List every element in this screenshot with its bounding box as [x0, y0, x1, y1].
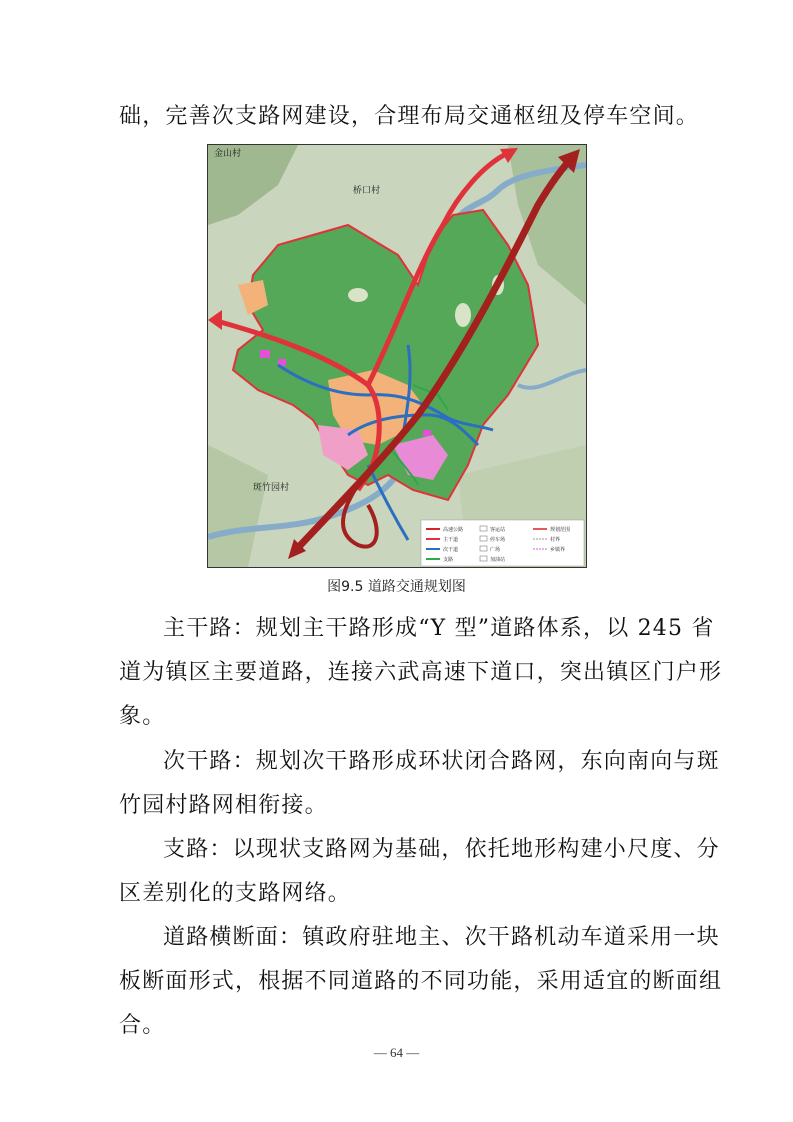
paragraph-line: 础，完善次支路网建设，合理布局交通枢纽及停车空间。 — [119, 104, 700, 129]
terrain-patch — [455, 303, 471, 327]
map-legend — [421, 520, 584, 566]
road-traffic-plan-map — [207, 144, 587, 568]
legend-label: 村界 — [550, 537, 561, 543]
pink-block — [260, 350, 270, 358]
paragraph-line: 支路：以现状支路网为基础，依托地形构建小尺度、分 — [163, 837, 720, 862]
paragraph-line: 主干路：规划主干路形成“Y 型”道路体系，以 245 省 — [163, 616, 715, 641]
legend-label: 高速公路 — [443, 527, 464, 533]
legend-label: 客运站 — [490, 527, 506, 533]
paragraph-line: 竹园村路网相衔接。 — [119, 793, 328, 818]
legend-label: 主干道 — [443, 537, 459, 543]
legend-label: 加油站 — [490, 557, 506, 563]
figure-caption: 图9.5 道路交通规划图 — [327, 579, 466, 595]
map-graphic — [208, 145, 586, 567]
terrain-patch — [348, 288, 368, 302]
paragraph-line: 次干路：规划次干路形成环状闭合路网，东向南向与斑 — [163, 749, 720, 774]
legend-label: 停车场 — [490, 537, 506, 543]
paragraph-line: 象。 — [119, 704, 166, 729]
paragraph-line: 道路横断面：镇政府驻地主、次干路机动车道采用一块 — [163, 925, 720, 950]
legend-label: 支路 — [443, 557, 454, 563]
village-label-qiaokou: 桥口村 — [353, 186, 381, 196]
village-label-jinshan: 金山村 — [214, 149, 242, 159]
pink-block — [423, 430, 431, 436]
page-number: — 64 — — [373, 1045, 420, 1060]
paragraph-line: 合。 — [119, 1013, 166, 1038]
legend-label: 次干道 — [443, 547, 459, 553]
paragraph-line: 区差别化的支路网络。 — [119, 881, 352, 906]
paragraph-line: 道为镇区主要道路，连接六武高速下道口，突出镇区门户形 — [119, 660, 723, 685]
paragraph-line: 板断面形式，根据不同道路的不同功能，采用适宜的断面组 — [119, 969, 723, 994]
legend-label: 乡镇界 — [550, 547, 566, 553]
village-label-banzhuyuan: 斑竹园村 — [253, 483, 290, 493]
legend-label: 广场 — [490, 547, 501, 553]
legend-label: 规划范围 — [550, 527, 571, 533]
